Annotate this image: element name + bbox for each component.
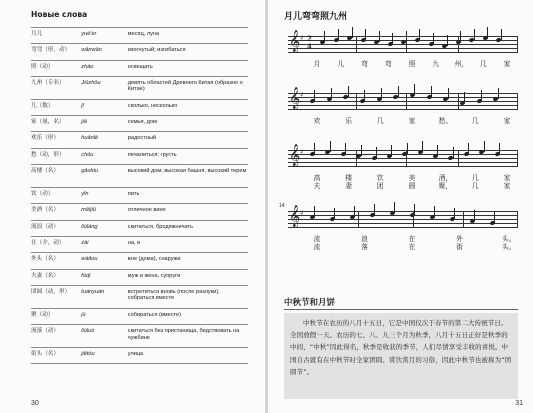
treble-clef-icon: 𝄞 <box>289 205 301 227</box>
lyric-syllable: 月 <box>313 60 321 68</box>
vocabulary-meaning: собираться (вместе) <box>128 308 248 324</box>
key-signature: ♯ <box>300 209 304 217</box>
lyric-syllable: 夫 <box>313 182 321 190</box>
vocabulary-meaning: печалиться; грусть <box>128 148 248 164</box>
lyric-syllable: 在 <box>408 235 416 243</box>
note-stem <box>314 206 315 217</box>
vocabulary-row <box>31 148 248 164</box>
staff-line <box>288 105 518 106</box>
note-stem <box>454 208 455 219</box>
vocabulary-word: 美酒（名） <box>31 204 81 220</box>
vocabulary-row <box>31 325 248 348</box>
lyric-syllable: 头。 <box>502 243 516 251</box>
vocabulary-row <box>31 204 248 220</box>
note-stem <box>453 147 454 158</box>
vocabulary-heading: Новые слова <box>31 10 88 19</box>
vocabulary-meaning: освещать <box>128 60 248 76</box>
staff-line <box>288 48 518 49</box>
right-page <box>268 0 533 413</box>
vocabulary-row <box>31 60 248 76</box>
key-signature: ♯ <box>300 148 304 156</box>
vocabulary-row <box>31 308 248 324</box>
vocabulary-word: 外头（名） <box>31 253 81 269</box>
section-heading: 中秋节和月饼 <box>284 298 336 308</box>
note-stem <box>414 204 415 215</box>
vocabulary-meaning: скитаться, бродяжничать <box>128 220 248 236</box>
vocabulary-word: 家（量，名） <box>31 116 81 132</box>
staff-line <box>288 93 518 94</box>
note-stem <box>348 86 349 97</box>
staff-line <box>288 211 518 212</box>
vocabulary-row <box>31 44 248 60</box>
lyric-syllable: 家 <box>503 182 511 190</box>
note-stem <box>481 90 482 101</box>
note-stem <box>501 29 502 40</box>
vocabulary-word: 欢乐（形） <box>31 132 81 148</box>
staff-line <box>288 162 518 163</box>
bar-line <box>517 150 518 166</box>
staff-system <box>288 144 518 166</box>
note-stem <box>422 141 423 152</box>
note-stem <box>474 29 475 40</box>
vocabulary-word: 流浪（动） <box>31 220 81 236</box>
vocabulary-pinyin: chóu <box>81 148 128 164</box>
note-stem <box>447 35 448 46</box>
note-stem <box>354 206 355 217</box>
vocabulary-pinyin: liúlàng <box>81 220 128 236</box>
bar-line <box>356 150 357 166</box>
vocabulary-table-body <box>31 28 248 364</box>
lyrics-block <box>288 60 518 82</box>
bar-line <box>517 36 518 52</box>
staff-line <box>288 101 518 102</box>
note-stem <box>484 141 485 152</box>
vocabulary-meaning: пить <box>128 188 248 204</box>
note-stem <box>391 145 392 156</box>
measure-number: 14 <box>279 203 285 209</box>
vocabulary-pinyin: jù <box>81 308 128 324</box>
vocabulary-pinyin: yǐn <box>81 188 128 204</box>
note-stem <box>330 141 331 152</box>
lyric-syllable: 几 <box>376 117 384 125</box>
lyric-syllable: 弯 <box>384 60 392 68</box>
staff-line <box>288 97 518 98</box>
vocabulary-row <box>31 285 248 308</box>
lyric-syllable: 家 <box>503 60 511 68</box>
lyric-syllable: 浪 <box>361 235 368 243</box>
lyric-syllable: 几 <box>471 174 479 182</box>
key-signature: ♯ <box>300 91 304 99</box>
note-stem <box>460 31 461 42</box>
lyric-syllable: 家 <box>408 117 416 125</box>
note-stem <box>331 88 332 99</box>
lyric-syllable: 几 <box>479 60 487 68</box>
vocabulary-word: 愁（动，形） <box>31 148 81 164</box>
time-signature <box>307 35 312 51</box>
note-stem <box>434 206 435 217</box>
vocabulary-pinyin: Jiǔzhōu <box>81 76 128 99</box>
lyric-syllable: 欢 <box>313 117 321 125</box>
lyric-syllable: 流 <box>313 243 321 251</box>
vocabulary-meaning: месяц, луна <box>128 28 248 44</box>
note-stem <box>374 204 375 215</box>
lyric-syllable: 愁。 <box>438 117 453 125</box>
lyric-syllable: 聚， <box>438 182 453 190</box>
bar-line <box>517 211 518 227</box>
note-stem <box>419 29 420 40</box>
note-stem <box>499 143 500 154</box>
vocabulary-meaning: семья, дом <box>128 116 248 132</box>
song-title: 月儿弯弯照九州 <box>284 12 348 22</box>
vocabulary-row <box>31 269 248 285</box>
note-stem <box>431 86 432 97</box>
vocabulary-word: 团圆（动，形） <box>31 285 81 308</box>
staff-line <box>288 158 518 159</box>
lyric-syllable: 流 <box>313 235 321 243</box>
bar-line <box>458 36 459 52</box>
note-stem <box>381 88 382 99</box>
lyric-syllable: 美 <box>408 174 416 182</box>
bar-line <box>406 150 407 166</box>
vocabulary-meaning: изогнутый; изгибаться <box>128 44 248 60</box>
note-stem <box>364 90 365 101</box>
vocabulary-pinyin: jiētóu <box>81 348 128 364</box>
vocabulary-pinyin: zhào <box>81 60 128 76</box>
treble-clef-icon: 𝄞 <box>289 30 301 52</box>
vocabulary-word: 夫妻（名） <box>31 269 81 285</box>
vocabulary-row <box>31 188 248 204</box>
treble-clef-icon: 𝄞 <box>289 87 301 109</box>
vocabulary-pinyin: zài <box>81 236 128 252</box>
vocabulary-row <box>31 220 248 236</box>
bar-line <box>356 36 357 52</box>
section-divider <box>284 309 518 310</box>
vocabulary-pinyin: měijiǔ <box>81 204 128 220</box>
key-signature: ♯ <box>300 34 304 42</box>
bar-line <box>463 211 464 227</box>
vocabulary-meaning: сколько, несколько <box>128 99 248 115</box>
bar-line <box>413 211 414 227</box>
vocabulary-pinyin: gāolóu <box>81 165 128 188</box>
lyric-syllable: 酒， <box>438 174 453 182</box>
bar-line <box>358 211 359 227</box>
lyric-syllable: 妻 <box>345 182 353 190</box>
vocabulary-table <box>31 27 248 364</box>
vocabulary-meaning: улица <box>128 348 248 364</box>
vocabulary-meaning: высокий дом, высокая башня, высокий терем <box>128 165 248 188</box>
vocabulary-meaning: муж и жена, супруги <box>128 269 248 285</box>
vocabulary-meaning: вне (дома), снаружи <box>128 253 248 269</box>
lyric-syllable: 饮 <box>376 174 384 182</box>
vocabulary-row <box>31 28 248 44</box>
note-stem <box>398 86 399 97</box>
vocabulary-row <box>31 99 248 115</box>
lyrics-block <box>288 235 518 257</box>
lyric-syllable: 九 <box>432 60 440 68</box>
vocabulary-row <box>31 236 248 252</box>
bar-line <box>406 36 407 52</box>
vocabulary-meaning: скитаться без пристанища, бедствовать на чужбине <box>128 325 248 348</box>
lyric-syllable: 高 <box>313 174 321 182</box>
note-stem <box>433 33 434 44</box>
bar-line <box>356 93 357 109</box>
vocabulary-pinyin: yuè'er <box>81 28 128 44</box>
lyric-syllable: 弯 <box>361 60 368 68</box>
note-stem <box>437 145 438 156</box>
lyric-syllable: 几 <box>471 182 479 190</box>
lyric-syllable: 乐 <box>345 117 353 125</box>
vocabulary-meaning: девять областей Древнего Китая (образно о Китае) <box>128 76 248 99</box>
lyric-syllable: 几 <box>471 117 479 125</box>
lyrics-block <box>288 174 518 196</box>
vocabulary-word: 照（动） <box>31 60 81 76</box>
bar-line <box>458 93 459 109</box>
vocabulary-pinyin: wānwān <box>81 44 128 60</box>
note-stem <box>379 31 380 42</box>
staff-line <box>288 223 518 224</box>
staff-line <box>288 44 518 45</box>
note-stem <box>474 210 475 221</box>
staff-line <box>288 215 518 216</box>
vocabulary-word: 高楼（名） <box>31 165 81 188</box>
staff-system <box>288 30 518 52</box>
vocabulary-row <box>31 116 248 132</box>
note-stem <box>392 33 393 44</box>
vocabulary-meaning: радостный <box>128 132 248 148</box>
lyric-syllable: 圆 <box>408 182 416 190</box>
vocabulary-word: 流落（动） <box>31 325 81 348</box>
vocabulary-word: 在（介，动） <box>31 236 81 252</box>
lyric-syllable: 团 <box>376 182 384 190</box>
vocabulary-word: 几（数） <box>31 99 81 115</box>
page-number-right: 31 <box>515 400 523 407</box>
note-stem <box>448 88 449 99</box>
note-stem <box>314 90 315 101</box>
lyric-syllable: 家 <box>503 117 511 125</box>
left-page <box>0 0 265 413</box>
bar-line <box>517 93 518 109</box>
staff-line <box>288 109 518 110</box>
section-text: 中秋节在农历的八月十五日，它是中国仅次于春节的第二大传统节日。全国放假一天。农历的七、八、九三个月为秋季，八月十五日正好是秋季的中间，“中秋”因此得名，秋季是收获的季节，人们尽情享受丰收的喜悦。中国自古就有在中秋节时全家团圆、赏饮赏月的习俗，因此中秋节也被称为“团圆节”。 <box>290 319 512 376</box>
lyric-syllable: 头。 <box>502 235 516 243</box>
vocabulary-pinyin: fūqī <box>81 269 128 285</box>
note-stem <box>487 27 488 38</box>
vocabulary-pinyin: liúluò <box>81 325 128 348</box>
note-stem <box>338 29 339 40</box>
note-stem <box>314 143 315 154</box>
bar-line <box>458 150 459 166</box>
vocabulary-word: 月儿 <box>31 28 81 44</box>
lyric-syllable: 州， <box>454 60 469 68</box>
lyric-syllable: 在 <box>408 243 416 251</box>
note-stem <box>324 31 325 42</box>
vocabulary-row <box>31 76 248 99</box>
staff-line <box>288 166 518 167</box>
time-signature-top: 2 <box>307 34 312 43</box>
note-stem <box>334 208 335 219</box>
lyric-syllable: 街 <box>456 243 463 251</box>
note-stem <box>468 143 469 154</box>
note-stem <box>345 143 346 154</box>
vocabulary-row <box>31 165 248 188</box>
note-stem <box>365 29 366 40</box>
vocabulary-word: 饮（动） <box>31 188 81 204</box>
vocabulary-row <box>31 253 248 269</box>
note-stem <box>407 143 408 154</box>
lyric-syllable: 家 <box>503 174 511 182</box>
page-number-left: 30 <box>31 400 39 407</box>
vocabulary-pinyin: tuányuán <box>81 285 128 308</box>
note-stem <box>394 202 395 213</box>
lyric-syllable: 楼 <box>345 174 353 182</box>
vocabulary-meaning: встретиться вновь (после разлуки), собраться вместе <box>128 285 248 308</box>
note-stem <box>376 147 377 158</box>
vocabulary-word: 聚（动） <box>31 308 81 324</box>
note-stem <box>361 145 362 156</box>
vocabulary-row <box>31 132 248 148</box>
vocabulary-pinyin: jǐ <box>81 99 128 115</box>
treble-clef-icon: 𝄞 <box>289 144 301 166</box>
vocabulary-pinyin: huānlè <box>81 132 128 148</box>
note-stem <box>494 212 495 223</box>
vocabulary-word: 街头（名） <box>31 348 81 364</box>
time-signature-bottom: 4 <box>307 42 312 51</box>
lyric-syllable: 落 <box>361 243 368 251</box>
staff-system <box>288 87 518 109</box>
lyric-syllable: 照 <box>408 60 416 68</box>
vocabulary-pinyin: jiā <box>81 116 128 132</box>
note-stem <box>498 88 499 99</box>
vocabulary-word: 弯弯（形，动） <box>31 44 81 60</box>
lyric-syllable: 儿 <box>337 60 345 68</box>
vocabulary-meaning: отличное вино <box>128 204 248 220</box>
note-stem <box>464 92 465 103</box>
vocabulary-meaning: на, в <box>128 236 248 252</box>
vocabulary-word: 九州（专名） <box>31 76 81 99</box>
vocabulary-row <box>31 348 248 364</box>
vocabulary-pinyin: wàitou <box>81 253 128 269</box>
lyrics-block <box>288 117 518 139</box>
note-stem <box>352 27 353 38</box>
staff-line <box>288 52 518 53</box>
staff-line <box>288 227 518 228</box>
bar-line <box>406 93 407 109</box>
note-stem <box>414 84 415 95</box>
staff-system <box>279 203 518 227</box>
staff-line <box>288 219 518 220</box>
lyric-syllable: 外 <box>456 235 463 243</box>
